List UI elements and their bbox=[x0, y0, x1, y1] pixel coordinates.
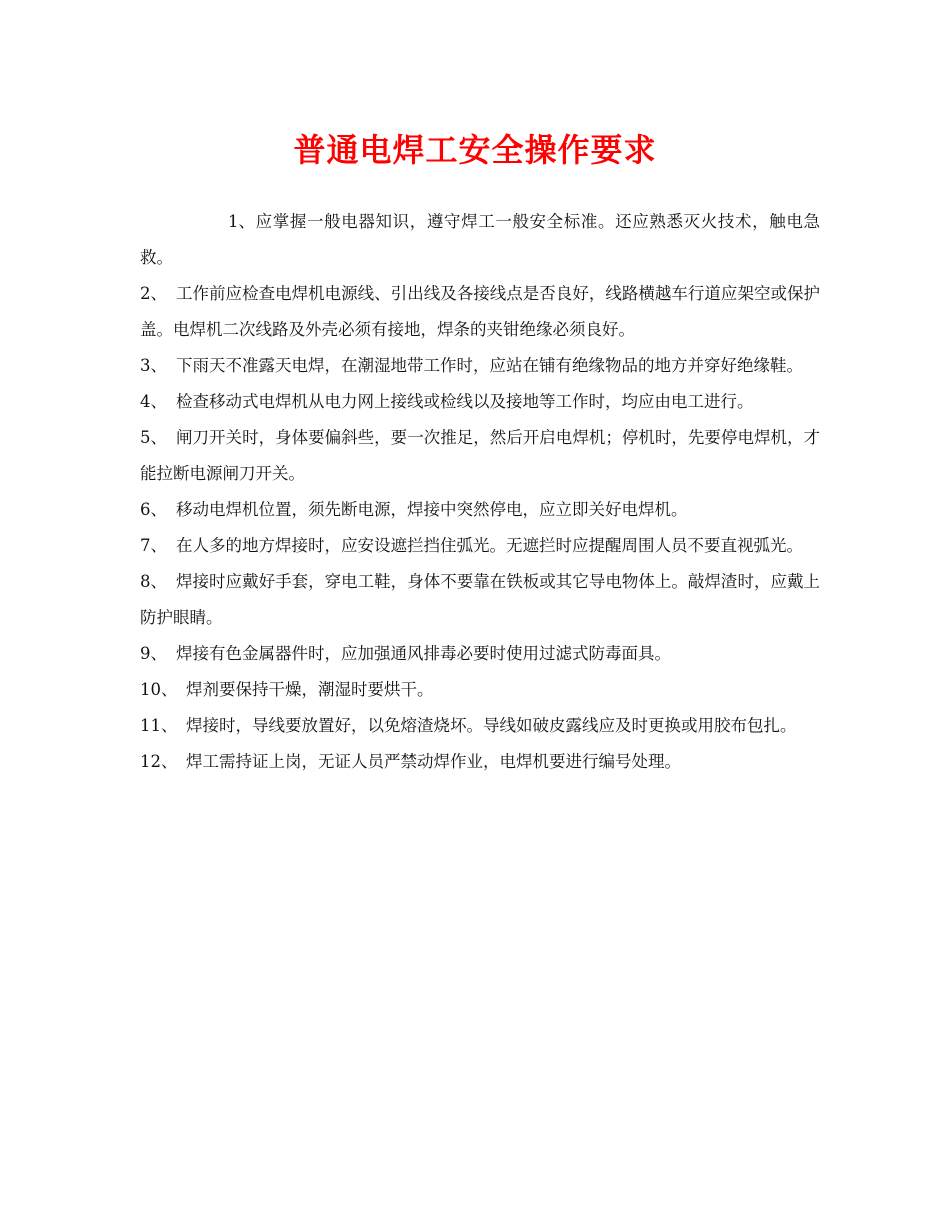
item-number: 2、 bbox=[140, 284, 167, 303]
list-item bbox=[140, 204, 820, 276]
list-item bbox=[140, 564, 820, 636]
list-item bbox=[140, 636, 820, 672]
item-text: 焊接有色金属器件时，应加强通风排毒必要时使用过滤式防毒面具。 bbox=[176, 644, 671, 663]
item-number: 8、 bbox=[140, 572, 167, 591]
item-number: 7、 bbox=[140, 536, 167, 555]
item-text: 焊接时，导线要放置好，以免熔渣烧坏。导线如破皮露线应及时更换或用胶布包扎。 bbox=[186, 716, 797, 735]
list-item bbox=[140, 276, 820, 348]
list-item bbox=[140, 420, 820, 492]
item-text: 在人多的地方焊接时，应安设遮拦挡住弧光。无遮拦时应提醒周围人员不要直视弧光。 bbox=[176, 536, 803, 555]
item-text: 检查移动式电焊机从电力网上接线或检线以及接地等工作时，均应由电工进行。 bbox=[176, 392, 754, 411]
item-number: 5、 bbox=[140, 428, 167, 447]
item-text: 焊剂要保持干燥，潮湿时要烘干。 bbox=[186, 680, 434, 699]
list-item bbox=[140, 528, 820, 564]
list-item bbox=[140, 744, 820, 780]
document-body bbox=[140, 204, 820, 780]
item-number: 3、 bbox=[140, 356, 167, 375]
list-item bbox=[140, 384, 820, 420]
item-text: 闸刀开关时，身体要偏斜些，要一次推足，然后开启电焊机；停机时，先要停电焊机，才能拉断电源闸刀开关。 bbox=[140, 428, 820, 483]
item-number: 10、 bbox=[140, 680, 178, 699]
item-text: 工作前应检查电焊机电源线、引出线及各接线点是否良好，线路横越车行道应架空或保护盖。电焊机二次线路及外壳必须有接地，焊条的夹钳绝缘必须良好。 bbox=[140, 284, 820, 339]
list-item bbox=[140, 672, 820, 708]
item-number: 9、 bbox=[140, 644, 167, 663]
item-number: 1、 bbox=[228, 212, 255, 231]
item-text: 移动电焊机位置，须先断电源，焊接中突然停电，应立即关好电焊机。 bbox=[176, 500, 688, 519]
item-text: 焊工需持证上岗，无证人员严禁动焊作业，电焊机要进行编号处理。 bbox=[186, 752, 681, 771]
item-number: 12、 bbox=[140, 752, 178, 771]
list-item bbox=[140, 492, 820, 528]
document-title: 普通电焊工安全操作要求 bbox=[293, 131, 657, 169]
item-text: 焊接时应戴好手套，穿电工鞋，身体不要靠在铁板或其它导电物体上。敲焊渣时，应戴上防护眼睛。 bbox=[140, 572, 820, 627]
item-text: 下雨天不准露天电焊，在潮湿地带工作时，应站在铺有绝缘物品的地方并穿好绝缘鞋。 bbox=[176, 356, 803, 375]
list-item bbox=[140, 348, 820, 384]
item-text: 应掌握一般电器知识，遵守焊工一般安全标准。还应熟悉灭火技术，触电急救。 bbox=[140, 212, 820, 267]
item-number: 11、 bbox=[140, 716, 178, 735]
list-item bbox=[140, 708, 820, 744]
item-number: 4、 bbox=[140, 392, 167, 411]
item-number: 6、 bbox=[140, 500, 167, 519]
